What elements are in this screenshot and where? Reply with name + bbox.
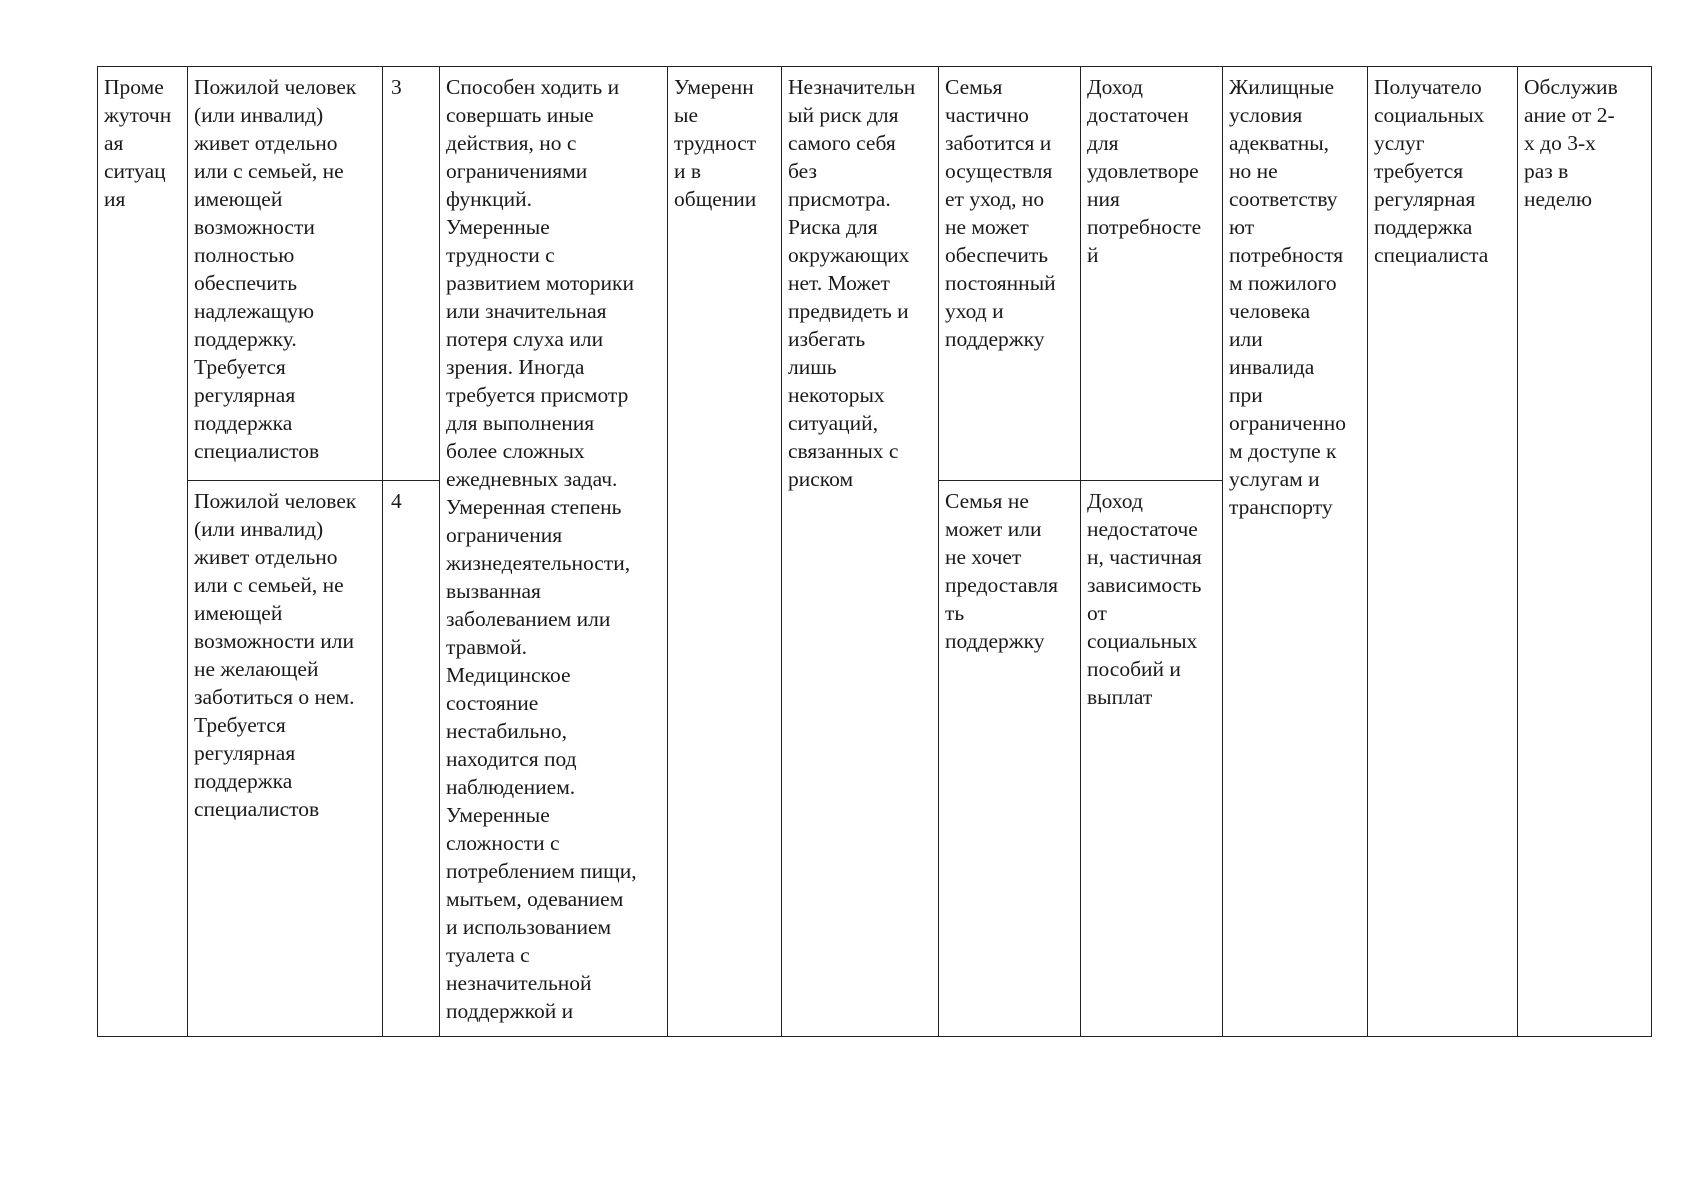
score-cell: 4 — [383, 481, 440, 1037]
description-cell: Пожилой человек (или инвалид) живет отдельно или с семьей, не имеющей возможности полностью обеспечить надлежащую поддержку. Требуется регулярная поддержка специалистов — [188, 67, 383, 481]
family-cell: Семья не может или не хочет предоставля ть поддержку — [939, 481, 1081, 1037]
support-cell: Получатело социальных услуг требуется регулярная поддержка специалиста — [1368, 67, 1518, 1037]
communication-cell: Умеренн ые трудност и в общении — [668, 67, 782, 1037]
risk-cell: Незначительн ый риск для самого себя без присмотра. Риска для окружающих нет. Может предвидеть и избегать лишь некоторых ситуаций, связанных с риском — [782, 67, 939, 1037]
score-cell: 3 — [383, 67, 440, 481]
situation-cell: Проме жуточн ая ситуац ия — [98, 67, 188, 1037]
frequency-cell: Обслужив ание от 2- х до 3-х раз в неделю — [1518, 67, 1652, 1037]
family-cell: Семья частично заботится и осуществля ет уход, но не может обеспечить постоянный уход и поддержку — [939, 67, 1081, 481]
functioning-cell: Способен ходить и совершать иные действия, но с ограничениями функций. Умеренные трудности с развитием моторики или значительная потеря слуха или зрения. Иногда требуется присмотр для выполнения более сложных ежедневных задач. Умеренная степень ограничения жизнедеятельности, вызванная заболеванием или травмой. Медицинское состояние нестабильно, находится под наблюдением. Умеренные сложности с потреблением пищи, мытьем, одеванием и использованием туалета с незначительной поддержкой и — [440, 67, 668, 1037]
table-row — [98, 67, 1652, 481]
income-cell: Доход достаточен для удовлетворе ния потребносте й — [1081, 67, 1223, 481]
income-cell: Доход недостаточе н, частичная зависимость от социальных пособий и выплат — [1081, 481, 1223, 1037]
assessment-table — [97, 66, 1652, 1037]
housing-cell: Жилищные условия адекватны, но не соответству ют потребностя м пожилого человека или инвалида при ограниченно м доступе к услугам и транспорту — [1223, 67, 1368, 1037]
description-cell: Пожилой человек (или инвалид) живет отдельно или с семьей, не имеющей возможности или не желающей заботиться о нем. Требуется регулярная поддержка специалистов — [188, 481, 383, 1037]
